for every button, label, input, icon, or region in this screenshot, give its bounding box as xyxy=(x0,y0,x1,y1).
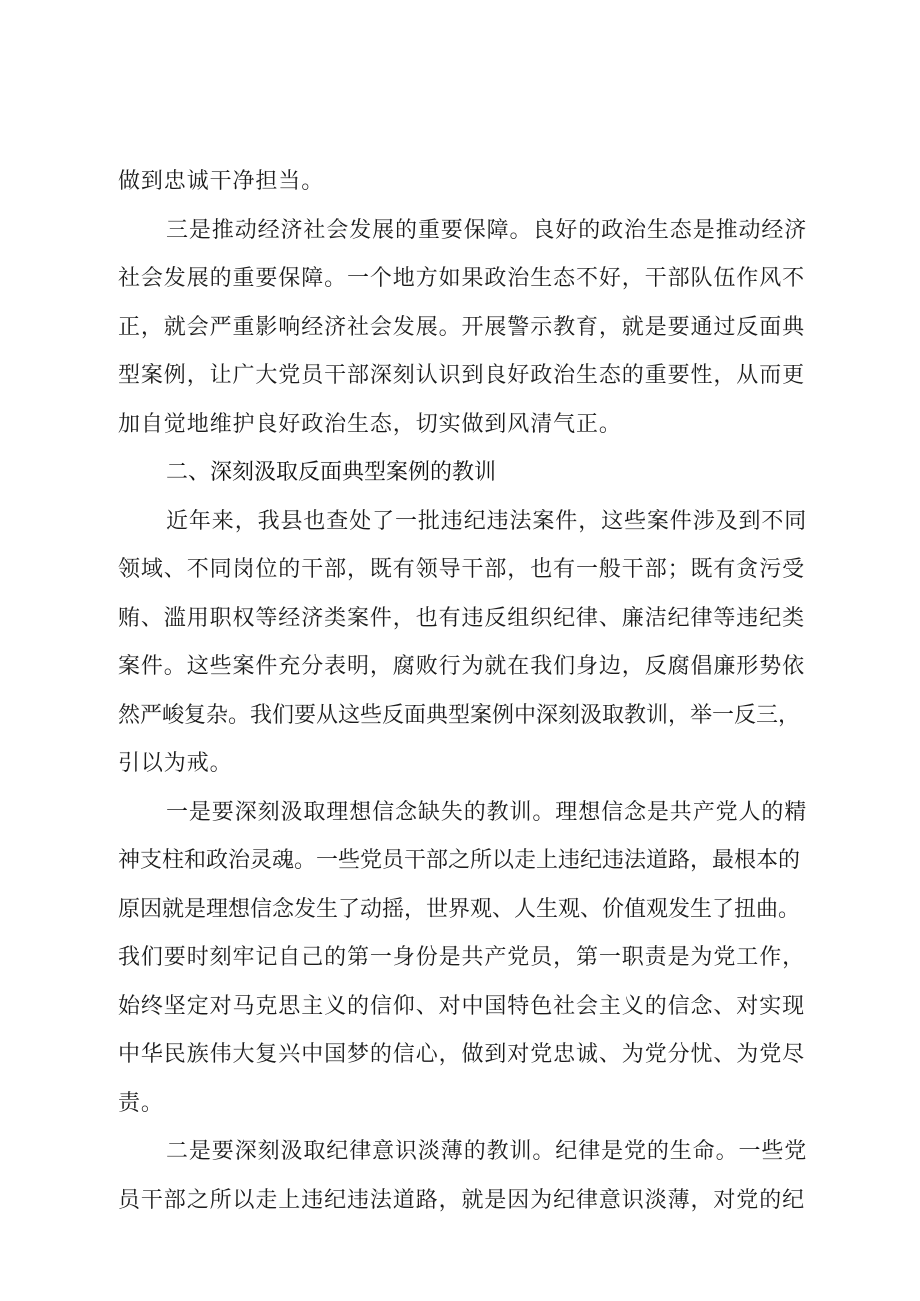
paragraph-line: 型案例，让广大党员干部深刻认识到良好政治生态的重要性，从而更 xyxy=(118,363,806,388)
paragraph-line: 神支柱和政治灵魂。一些党员干部之所以走上违纪违法道路，最根本的 xyxy=(118,848,801,873)
paragraph-line: 中华民族伟大复兴中国梦的信心，做到对党忠诚、为党分忧、为党尽 xyxy=(118,1042,806,1067)
paragraph-line: 然严峻复杂。我们要从这些反面典型案例中深刻汲取教训，举一反三， xyxy=(118,702,801,728)
paragraph-line: 三是推动经济社会发展的重要保障。良好的政治生态是推动经济 xyxy=(166,217,808,243)
paragraph-line: 二是要深刻汲取纪律意识淡薄的教训。纪律是党的生命。一些党 xyxy=(166,1139,808,1164)
paragraph-line: 我们要时刻牢记自己的第一身份是共产党员，第一职责是为党工作， xyxy=(118,945,806,970)
paragraph-line: 责。 xyxy=(118,1090,164,1116)
section-heading: 二、深刻汲取反面典型案例的教训 xyxy=(166,460,497,485)
paragraph-line: 员干部之所以走上违纪违法道路，就是因为纪律意识淡薄，对党的纪 xyxy=(118,1187,806,1213)
paragraph-line: 始终坚定对马克思主义的信仰、对中国特色社会主义的信念、对实现 xyxy=(118,993,806,1019)
paragraph-line: 领域、不同岗位的干部，既有领导干部，也有一般干部；既有贪污受 xyxy=(118,557,806,582)
paragraph-line: 加自觉地维护良好政治生态，切实做到风清气正。 xyxy=(118,411,622,437)
paragraph-line: 社会发展的重要保障。一个地方如果政治生态不好，干部队伍作风不 xyxy=(118,266,806,291)
paragraph-line: 正，就会严重影响经济社会发展。开展警示教育，就是要通过反面典 xyxy=(118,314,806,340)
paragraph-line: 贿、滥用职权等经济类案件，也有违反组织纪律、廉洁纪律等违纪类 xyxy=(118,605,806,631)
paragraph-line: 案件。这些案件充分表明，腐败行为就在我们身边，反腐倡廉形势依 xyxy=(118,654,806,679)
paragraph-line: 近年来，我县也查处了一批违纪违法案件，这些案件涉及到不同 xyxy=(166,508,808,534)
paragraph-line: 一是要深刻汲取理想信念缺失的教训。理想信念是共产党人的精 xyxy=(166,799,808,825)
document-body xyxy=(118,158,808,1225)
paragraph-line: 做到忠诚干净担当。 xyxy=(118,169,325,194)
paragraph-line: 引以为戒。 xyxy=(118,751,233,776)
paragraph-line: 原因就是理想信念发生了动摇，世界观、人生观、价值观发生了扭曲。 xyxy=(118,896,801,922)
